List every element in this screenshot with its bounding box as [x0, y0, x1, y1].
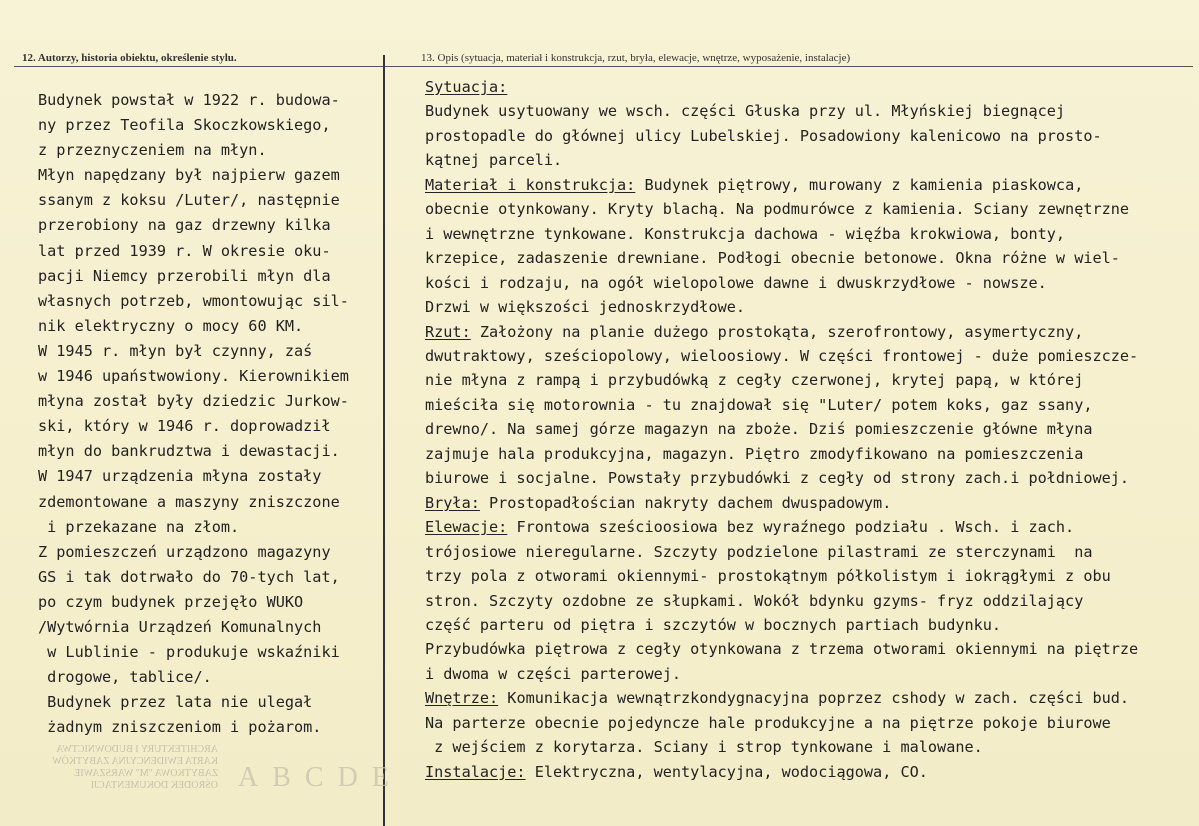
- section-13-header: 13. Opis (sytuacja, materiał i konstrukcja, rzut, bryła, elewacje, wnętrze, wyposażenie, instalacje): [421, 52, 851, 64]
- description-line: [425, 589, 1195, 613]
- description-text: drewno/. Na samej górze magazyn na zboże. Dziś pomieszczenie główne młyna: [425, 420, 1093, 439]
- description-line: [425, 99, 1195, 123]
- header-divider: [14, 66, 1193, 67]
- description-line: [425, 124, 1195, 148]
- description-text: Frontowa sześcioosiowa bez wyraźnego podziału . Wsch. i zach.: [507, 518, 1075, 537]
- description-text: i wewnętrzne tynkowane. Konstrukcja dachowa - więźba krokwiowa, bonty,: [425, 224, 1066, 243]
- history-line: nik elektryczny o mocy 60 KM.: [38, 316, 304, 335]
- history-line: /Wytwórnia Urządzeń Komunalnych: [38, 617, 322, 636]
- stamp-line: ZABYTKOWA "M" WARSZAWIE: [74, 768, 218, 779]
- description-text: krzepice, zadaszenie drewniane. Podłogi obecnie betonowe. Okna różne w wiel-: [425, 249, 1120, 268]
- description-text: nie młyna z rampą i przybudówką z cegły czerwonej, krytej papą, w której: [425, 371, 1084, 390]
- section-label: Bryła:: [425, 493, 480, 512]
- description-line: [425, 564, 1195, 588]
- description-text: kości i rodzaju, na ogół wielopolowe dawne i dwuskrzydłowe - nowsze.: [425, 273, 1047, 292]
- description-line: [425, 271, 1195, 295]
- description-text: stron. Szczyty ozdobne ze słupkami. Wokół bdynku gzyms- fryz oddzilający: [425, 591, 1084, 610]
- description-text: Komunikacja wewnątrzkondygnacyjna poprzez cshody w zach. części bud.: [498, 689, 1130, 708]
- history-line: lat przed 1939 r. W okresie oku-: [38, 241, 331, 260]
- stamp-line: OŚRODEK DOKUMENTACJI: [90, 780, 218, 791]
- description-line: [425, 515, 1195, 539]
- description-line: [425, 540, 1195, 564]
- history-line: własnych potrzeb, wmontowując sil-: [38, 291, 349, 310]
- history-line: po czym budynek przejęło WUKO: [38, 592, 304, 611]
- history-line: z przeznyczeniem na młyn.: [38, 141, 267, 160]
- history-line: w Lublinie - produkuje wskaźniki: [38, 643, 340, 662]
- description-text: Budynek usytuowany we wsch. części Głuska przy ul. Młyńskiej biegnącej: [425, 102, 1066, 121]
- section-label: Materiał i konstrukcja:: [425, 175, 636, 194]
- history-line: Budynek przez lata nie ulegał: [38, 693, 313, 712]
- history-line: Z pomieszczeń urządzono magazyny: [38, 542, 331, 561]
- history-line: w 1946 upaństwowiony. Kierownikiem: [38, 367, 349, 386]
- section-label: Wnętrze:: [425, 689, 499, 708]
- description-text: Budynek piętrowy, murowany z kamienia piaskowca,: [635, 175, 1084, 194]
- description-text: część parteru od piętra i szczytów w bocznych partiach budynku.: [425, 615, 1002, 634]
- description-line: [425, 344, 1195, 368]
- history-line: młyna został były dziedzic Jurkow-: [38, 392, 349, 411]
- description-line: [425, 686, 1195, 710]
- description-text: obecnie otynkowany. Kryty blachą. Na podmurówce z kamienia. Sciany zewnętrzne: [425, 200, 1130, 219]
- section-12-header: 12. Autorzy, historia obiektu, określenie stylu.: [22, 52, 237, 64]
- description-line: [425, 320, 1195, 344]
- description-line: [425, 246, 1195, 270]
- history-line: W 1947 urządzenia młyna zostały: [38, 467, 322, 486]
- description-text: prostopadle do głównej ulicy Lubelskiej. Posadowiony kalenicowo na prosto-: [425, 126, 1102, 145]
- description-text: zajmuje hala produkcyjna, magazyn. Piętro zmodyfikowano na pomieszczenia: [425, 444, 1084, 463]
- section-label: Rzut:: [425, 322, 471, 341]
- description-line: [425, 637, 1195, 661]
- description-line: [425, 613, 1195, 637]
- description-text: biurowe i socjalne. Powstały przybudówki z cegły od strony zach.i połdniowej.: [425, 469, 1130, 488]
- description-line: [425, 491, 1195, 515]
- section-label: Elewacje:: [425, 518, 508, 537]
- description-line: [425, 148, 1195, 172]
- description-text: Prostopadłościan nakryty dachem dwuspadowym.: [479, 493, 892, 512]
- description-text: Elektryczna, wentylacyjna, wodociągowa, CO.: [525, 762, 928, 781]
- faded-stamp: [0, 744, 403, 824]
- description-line: [425, 442, 1195, 466]
- description-line: [425, 760, 1195, 784]
- description-text: Przybudówka piętrowa z cegły otynkowana z trzema otworami okiennymi na piętrze: [425, 640, 1139, 659]
- history-line: ssanym z koksu /Luter/, następnie: [38, 191, 340, 210]
- description-line: [425, 466, 1195, 490]
- section-label: Sytuacja:: [425, 78, 508, 96]
- description-line: [425, 417, 1195, 441]
- description-line: [425, 222, 1195, 246]
- history-line: ski, który w 1946 r. doprowadził: [38, 417, 331, 436]
- description-line: [425, 368, 1195, 392]
- description-text: dwutraktowy, sześciopolowy, wieloosiowy. W części frontowej - duże pomieszcze-: [425, 346, 1139, 365]
- column-divider: [383, 55, 385, 826]
- description-line: [425, 295, 1195, 319]
- description-line: [425, 662, 1195, 686]
- description-text: z wejściem z korytarza. Sciany i strop tynkowane i malowane.: [425, 738, 983, 757]
- description-line: [425, 75, 1195, 99]
- history-line: przerobiony na gaz drzewny kilka: [38, 216, 331, 235]
- history-line: W 1945 r. młyn był czynny, zaś: [38, 341, 313, 360]
- history-line: żadnym zniszczeniom i pożarom.: [38, 718, 322, 737]
- history-line: GS i tak dotrwało do 70-tych lat,: [38, 567, 340, 586]
- history-line: pacji Niemcy przerobili młyn dla: [38, 266, 331, 285]
- description-line: [425, 173, 1195, 197]
- description-text: mieściła się motorownia - tu znajdował się "Luter/ potem koks, gaz ssany,: [425, 395, 1093, 414]
- description-text: kątnej parceli.: [425, 151, 563, 170]
- section-label: Instalacje:: [425, 762, 526, 781]
- description-line: [425, 197, 1195, 221]
- description-text: Założony na planie dużego prostokąta, szerofrontowy, asymertyczny,: [470, 322, 1084, 341]
- history-line: młyn do bankrudztwa i dewastacji.: [38, 442, 340, 461]
- history-line: Młyn napędzany był najpierw gazem: [38, 166, 340, 185]
- description-text: i dwoma w części parterowej.: [425, 664, 682, 683]
- description-text: Drzwi w większości jednoskrzydłowe.: [425, 298, 746, 317]
- history-column: [38, 88, 373, 740]
- history-line: drogowe, tablice/.: [38, 668, 212, 687]
- description-text: trójosiowe nieregularne. Szczyty podzielone pilastrami ze sterczynami na: [425, 542, 1093, 561]
- description-text: trzy pola z otworami okiennymi- prostokątnym półkolistym i iokrągłymi z obu: [425, 567, 1111, 586]
- history-line: Budynek powstał w 1922 r. budowa-: [38, 91, 340, 109]
- stamp-line: ARCHITEKTURY I BUDOWNICTWA: [56, 744, 218, 755]
- description-line: [425, 711, 1195, 735]
- stamp-letters: ABCDE: [238, 762, 403, 793]
- history-line: ny przez Teofila Skoczkowskiego,: [38, 116, 331, 135]
- history-line: zdemontowane a maszyny zniszczone: [38, 492, 340, 511]
- description-column: [425, 75, 1195, 784]
- description-text: Na parterze obecnie pojedyncze hale produkcyjne a na piętrze pokoje biurowe: [425, 713, 1111, 732]
- history-line: i przekazane na złom.: [38, 517, 240, 536]
- stamp-line: KARTA EWIDENCYJNA ZABYTKÓW: [52, 756, 218, 767]
- description-line: [425, 393, 1195, 417]
- description-line: [425, 735, 1195, 759]
